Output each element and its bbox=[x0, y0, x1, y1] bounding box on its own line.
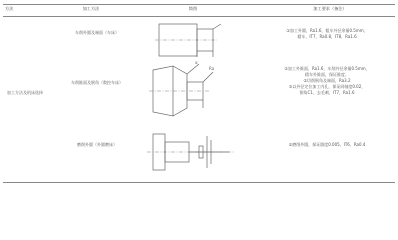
row-3-line-1: ①磨削外圆，保证圆度0.005，IT6，Ra0.4 bbox=[288, 142, 366, 147]
row-1-method: 车削外圆及端面（车床） bbox=[75, 30, 119, 35]
header-requirements: 加工要求（备注） bbox=[313, 6, 347, 11]
row-2-figure bbox=[147, 60, 237, 122]
table-top-rule bbox=[3, 4, 395, 5]
row-1-figure bbox=[153, 20, 233, 60]
row-3-method: 磨削外圆（外圆磨床） bbox=[77, 142, 117, 147]
row-2-mark-1: Ra bbox=[209, 66, 215, 71]
shaft-with-shoulder-drawing bbox=[153, 20, 233, 60]
header-process: 加工方法 bbox=[82, 6, 100, 11]
header-figure: 简图 bbox=[188, 6, 198, 11]
tapered-part-drawing bbox=[147, 60, 237, 122]
row-2-method: 车削锥面及倒角（数控车床） bbox=[71, 80, 123, 85]
row-2-line-5: 倒角C1，去毛刺，IT7，Ra1.6 bbox=[299, 90, 355, 95]
row-1-line-2: 精车，IT7，Ra0.8，IT8，Ra1.6 bbox=[297, 34, 357, 39]
row-2-line-3: ②切削倒角及端面，Ra3.2 bbox=[303, 78, 351, 83]
row-3-requirements bbox=[265, 142, 389, 152]
group-label: 加工方法及机床选择 bbox=[7, 90, 43, 95]
header-method: 方法 bbox=[5, 6, 14, 11]
row-3-figure bbox=[143, 130, 243, 174]
row-1-line-1: ①加工外圆，Ra1.6，粗车外径余量0.5mm， bbox=[286, 28, 368, 33]
ground-shaft-drawing bbox=[143, 130, 243, 174]
table-header-rule bbox=[3, 16, 395, 17]
row-2-line-1: ①加工外锥面，Ra1.6，车削外径余量0.5mm， bbox=[284, 66, 370, 71]
row-2-requirements bbox=[265, 66, 389, 106]
table-bottom-rule bbox=[3, 182, 395, 183]
process-table bbox=[3, 2, 395, 186]
row-2-line-2: 精车外锥面，保证锥度； bbox=[305, 72, 349, 77]
row-1-requirements bbox=[265, 28, 389, 44]
row-2-line-4: ③以外径定位加工内孔，保证同轴度0.02， bbox=[288, 84, 366, 89]
row-2-mark-2: α bbox=[195, 60, 198, 65]
